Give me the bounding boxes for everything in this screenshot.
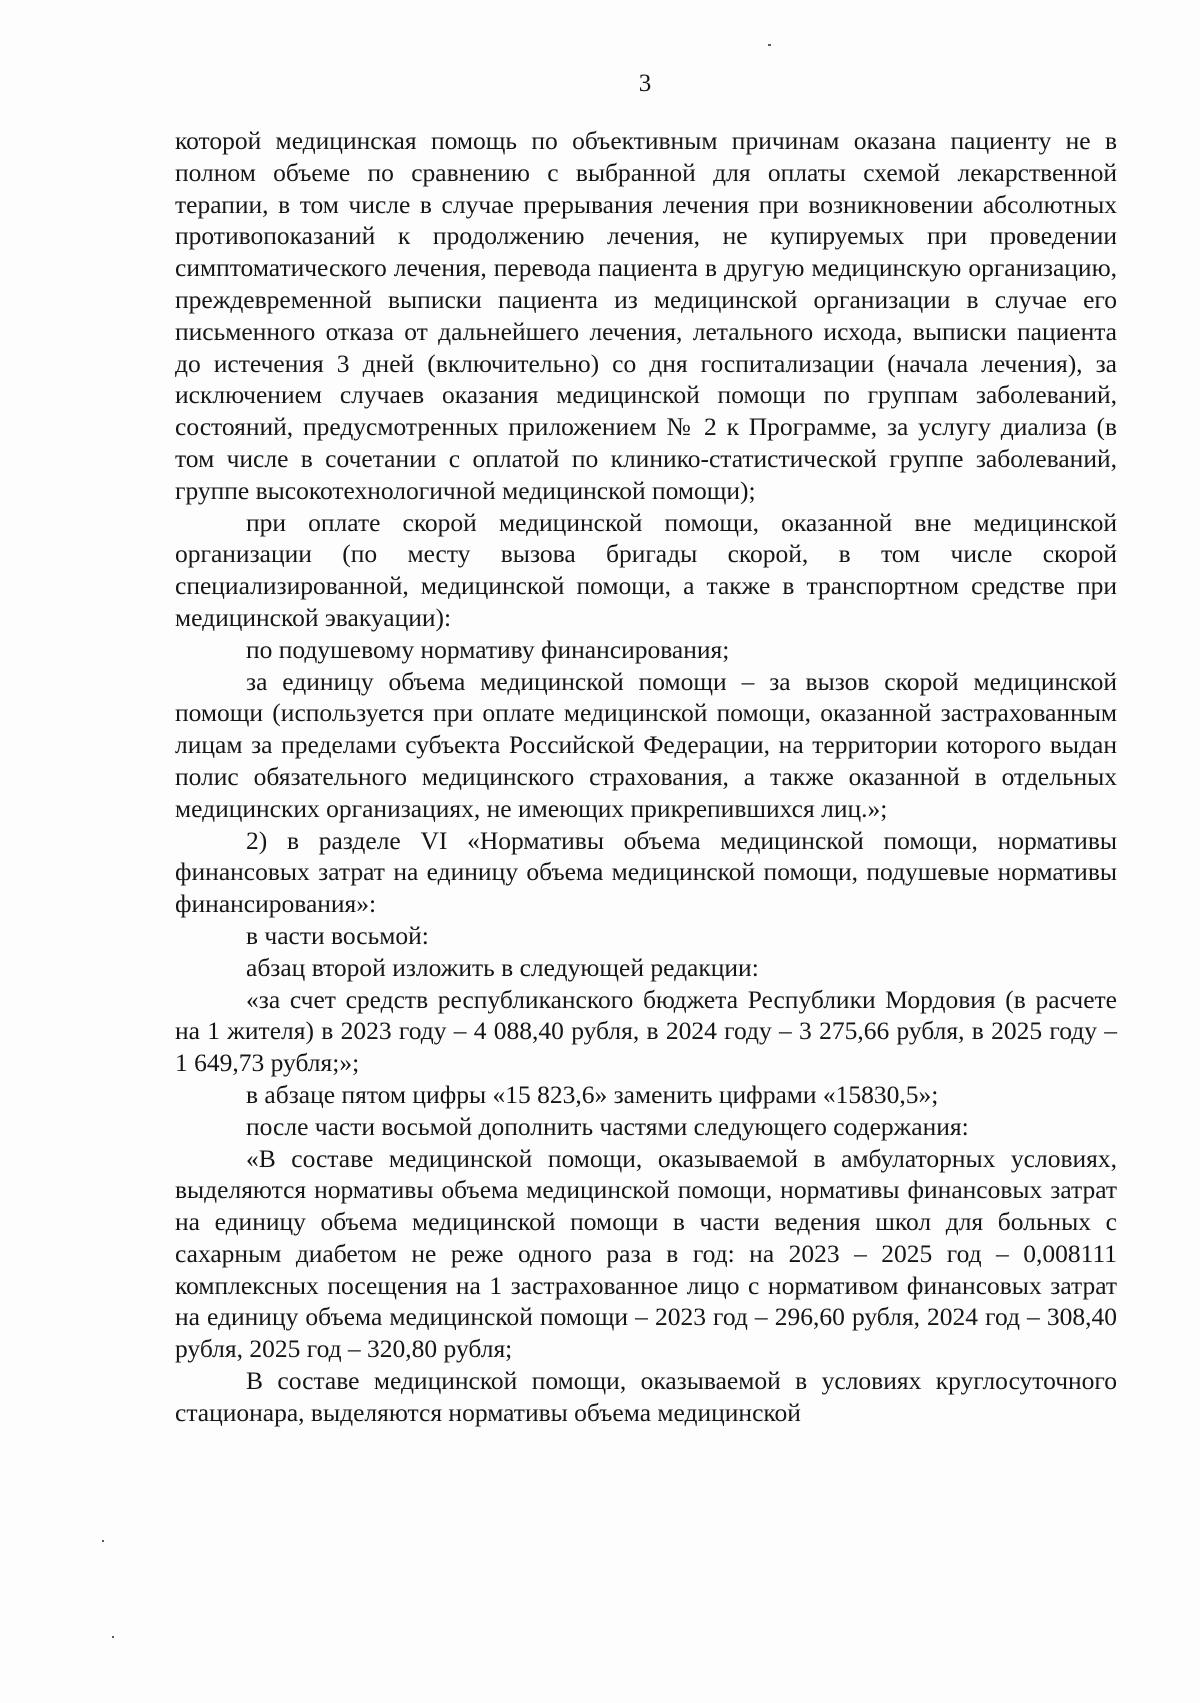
paragraph-per-capita: по подушевому нормативу финансирования; xyxy=(246,634,730,664)
paragraph-add-parts: после части восьмой дополнить частями следующего содержания: xyxy=(246,1111,969,1141)
paragraph-ambulatory-diabetes: «В составе медицинской помощи, оказываемой в амбулаторных условиях, выделяются нормативы объема медицинской помощи, нормативы финансовых затрат на единицу объема медицинской помощи в части ведения школ для больных с сахарным диабетом не реже одного раза в год: на 2023 – 2025 год – 0,008111 комплексных посещения на 1 застрахованное лицо с нормативом финансовых затрат на единицу объема медицинской помощи – 2023 год – 296,60 рубля, 2024 год – 308,40 рубля, 2025 год – 320,80 рубля; xyxy=(175,1143,1117,1364)
scan-speck xyxy=(112,1636,114,1638)
paragraph-inpatient: В составе медицинской помощи, оказываемой в условиях круглосуточного стационара, выделяются нормативы объема медицинской xyxy=(175,1366,1117,1427)
paragraph-second-abzac: абзац второй изложить в следующей редакции: xyxy=(246,952,759,982)
paragraph-per-call: за единицу объема медицинской помощи – за вызов скорой медицинской помощи (используется при оплате медицинской помощи, оказанной застрахованным лицам за пределами субъекта Российской Федерации, на территории которого выдан полис обязательного медицинского страхования, а также оказанной в отдельных медицинских организациях, не имеющих прикрепившихся лиц.»; xyxy=(175,666,1117,823)
page-number: 3 xyxy=(638,70,652,97)
document-body xyxy=(175,125,1117,1429)
paragraph-budget-quote: «за счет средств республиканского бюджета Республики Мордовия (в расчете на 1 жителя) в 2023 году – 4 088,40 рубля, в 2024 году – 3 275,66 рубля, в 2025 году – 1 649,73 рубля;»; xyxy=(175,984,1117,1078)
paragraph-continuation: которой медицинская помощь по объективным причинам оказана пациенту не в полном объеме по сравнению с выбранной для оплаты схемой лекарственной терапии, в том числе в случае прерывания лечения при возникновении абсолютных противопоказаний к продолжению лечения, не купируемых при проведении симптоматического лечения, перевода пациента в другую медицинскую организацию, преждевременной выписки пациента из медицинской организации в случае его письменного отказа от дальнейшего лечения, летального исхода, выписки пациента до истечения 3 дней (включительно) со дня госпитализации (начала лечения), за исключением случаев оказания медицинской помощи по группам заболеваний, состояний, предусмотренных приложением № 2 к Программе, за услугу диализа (в том числе в сочетании с оплатой по клинико-статистической группе заболеваний, группе высокотехнологичной медицинской помощи); xyxy=(175,126,1117,505)
scan-speck xyxy=(102,1540,104,1542)
paragraph-fifth-abzac: в абзаце пятом цифры «15 823,6» заменить цифрами «15830,5»; xyxy=(246,1079,939,1109)
paragraph-part-eight: в части восьмой: xyxy=(246,920,429,950)
paragraph-ambulance-payment: при оплате скорой медицинской помощи, оказанной вне медицинской организации (по месту вызова бригады скорой, в том числе скорой специализированной, медицинской помощи, а также в транспортном средстве при медицинской эвакуации): xyxy=(175,507,1117,632)
scan-speck xyxy=(768,44,771,46)
paragraph-section-vi: 2) в разделе VI «Нормативы объема медицинской помощи, нормативы финансовых затрат на единицу объема медицинской помощи, подушевые нормативы финансирования»: xyxy=(175,825,1117,919)
